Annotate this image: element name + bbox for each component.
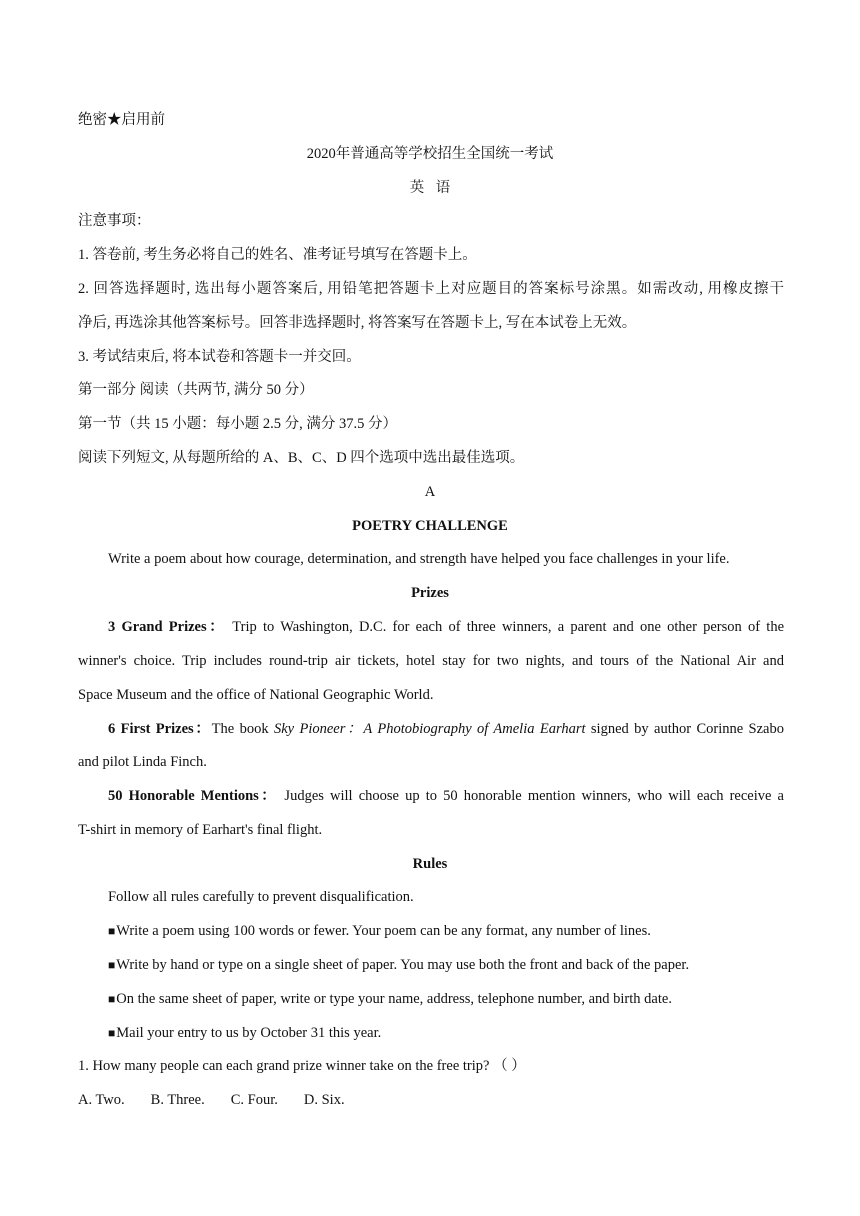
first-prize-post: signed by author Corinne Szabo [585,721,784,737]
note-item-2-line2: 净后, 再选涂其他答案标号。回答非选择题时, 将答案写在答题卡上, 写在本试卷上无效。 [78,315,637,331]
first-prize-line2: and pilot Linda Finch. [78,754,207,770]
passage-intro: Write a poem about how courage, determination, and strength have helped you face challenges in your life. [108,551,730,567]
grand-prize-line2: winner's choice. Trip includes round-trip air tickets, hotel stay for two nights, and tours of the National Air and [78,653,784,669]
first-prize-pre: The book [211,721,274,737]
rule-item: ■ On the same sheet of paper, write or type your name, address, telephone number, and birth date. [108,990,672,1008]
option-c: C. Four. [230,1092,278,1108]
notes-heading: 注意事项： [78,213,151,229]
passage-title: POETRY CHALLENGE [352,518,508,534]
note-item-2-line1: 2. 回答选择题时, 选出每小题答案后, 用铅笔把答题卡上对应题目的答案标号涂黑。如需改动, 用橡皮擦干 [78,281,784,297]
option-a: A. Two. [78,1092,125,1108]
secret-label: 绝密★启用前 [78,112,165,128]
exam-title: 2020年普通高等学校招生全国统一考试 [306,146,554,162]
first-prize-book: Sky Pioneer：A Photobiography of Amelia Earhart [273,721,586,737]
grand-prize-line3: Space Museum and the office of National Geographic World. [78,687,434,703]
honorable-text: Judges will choose up to 50 honorable mention winners, who will each receive a [284,788,784,804]
honorable-line2: T-shirt in memory of Earhart's final flight. [78,822,323,838]
grand-prize-label: 3 Grand Prizes： [108,619,227,635]
question-1: 1. How many people can each grand prize winner take on the free trip? （ ） [78,1058,526,1074]
rule-item: ■ Mail your entry to us by October 31 this year. [108,1024,381,1042]
rule-item: ■ Write a poem using 100 words or fewer. Your poem can be any format, any number of lines. [108,922,651,940]
grand-prize-line1 [108,618,784,636]
section-heading: 第一节（共 15 小题：每小题 2.5 分, 满分 37.5 分） [78,416,397,432]
subject-title: 英 语 [409,180,451,196]
honorable-label: 50 Honorable Mentions： [108,788,279,804]
note-item-1: 1. 答卷前, 考生务必将自己的姓名、准考证号填写在答题卡上。 [78,247,477,263]
rules-intro: Follow all rules carefully to prevent disqualification. [108,889,414,905]
honorable-line1 [108,787,784,805]
first-prize-label: 6 First Prizes： [108,721,212,737]
option-d: D. Six. [303,1092,345,1108]
passage-letter: A [424,484,436,500]
rule-item: ■ Write by hand or type on a single sheet of paper. You may use both the front and back of the paper. [108,956,689,974]
section-instruction: 阅读下列短文, 从每题所给的 A、B、C、D 四个选项中选出最佳选项。 [78,450,525,466]
note-item-3: 3. 考试结束后, 将本试卷和答题卡一并交回。 [78,349,361,365]
question-1-options [78,1091,371,1109]
prizes-heading: Prizes [411,585,449,601]
first-prize-line1 [108,720,784,738]
rules-heading: Rules [412,856,448,872]
part-heading: 第一部分 阅读（共两节, 满分 50 分） [78,382,314,398]
grand-prize-text: Trip to Washington, D.C. for each of three winners, a parent and one other person of the [232,619,785,635]
option-b: B. Three. [150,1092,205,1108]
